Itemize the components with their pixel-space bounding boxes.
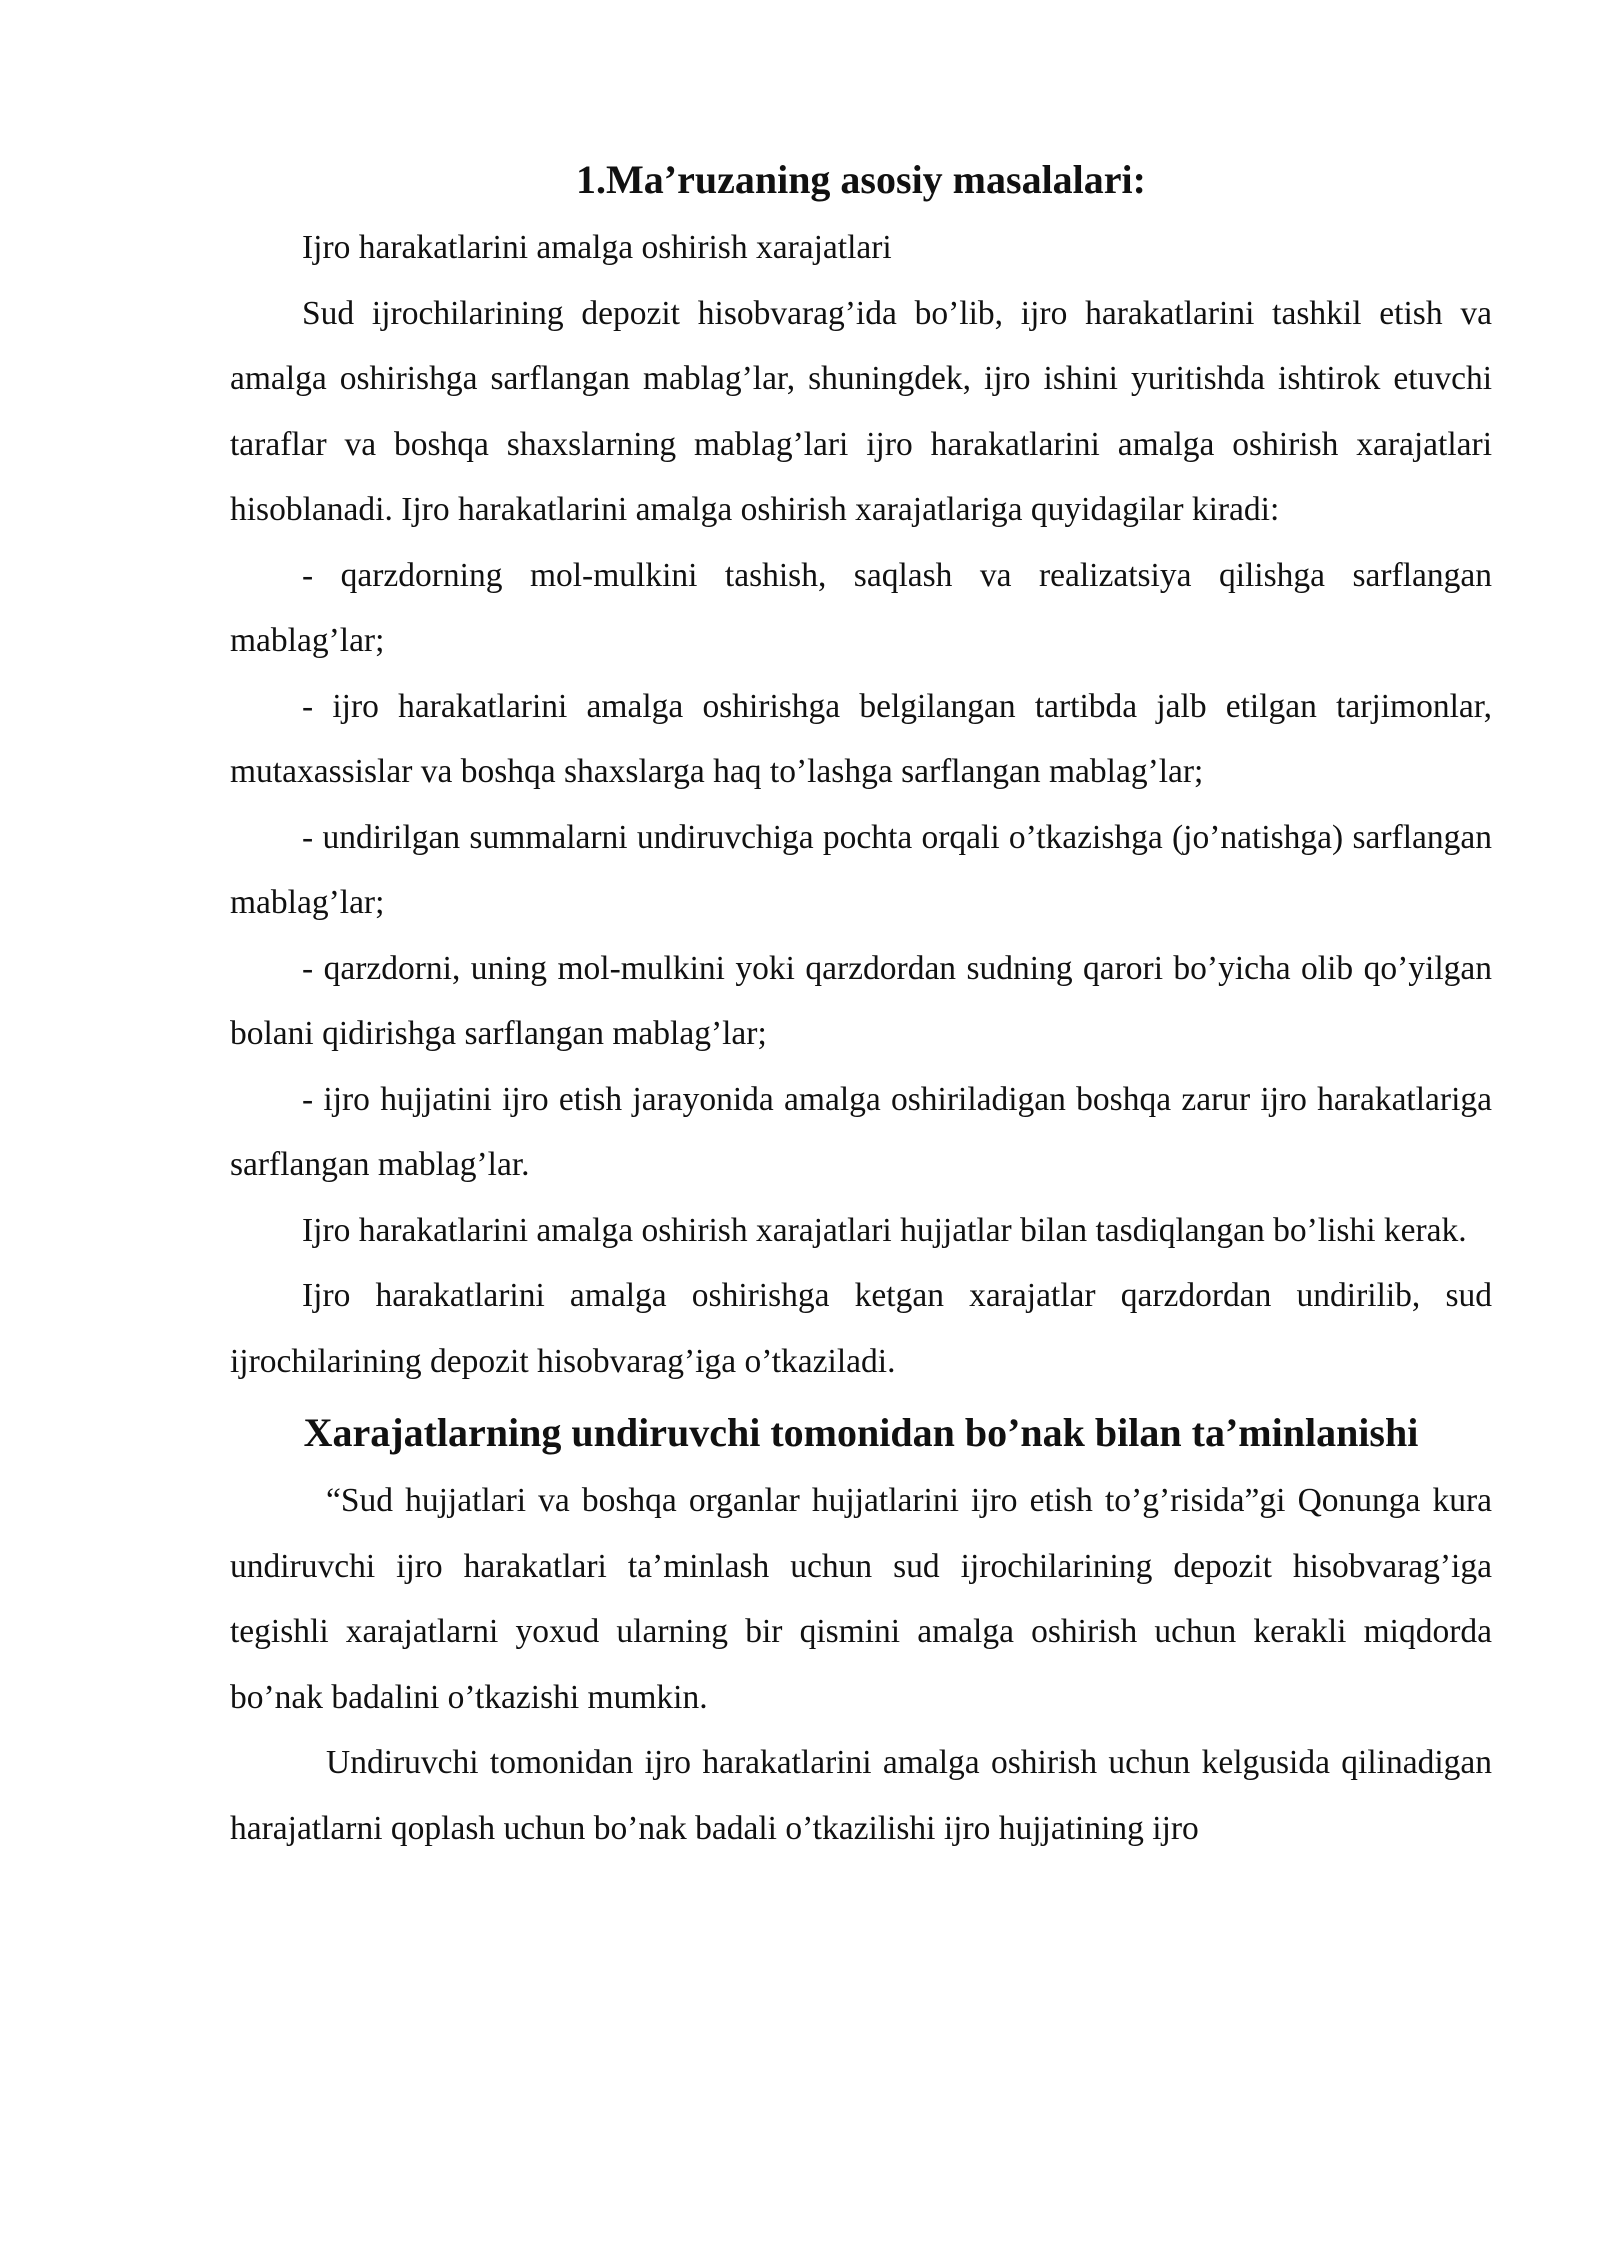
- paragraph: Ijro harakatlarini amalga oshirish xarajatlari: [302, 229, 892, 266]
- paragraph: Ijro harakatlarini amalga oshirishga ketgan xarajatlar qarzdordan undirilib, sud ijrochilarining depozit hisobvarag’iga o’tkaziladi.: [230, 1277, 1492, 1380]
- paragraph: “Sud hujjatlari va boshqa organlar hujjatlarini ijro etish to’g’risida”gi Qonunga kura undiruvchi ijro harakatlari ta’minlash uchun sud ijrochilarining depozit hisobvarag’iga tegishli xarajatlarni yoxud ularning bir qismini amalga oshirish uchun kerakli miqdorda bo’nak badalini o’tkazishi mumkin.: [230, 1482, 1492, 1716]
- page-title: 1.Ma’ruzaning asosiy masalalari:: [576, 157, 1146, 202]
- list-item: - undirilgan summalarni undiruvchiga pochta orqali o’tkazishga (jo’natishga) sarflangan mablag’lar;: [230, 818, 1492, 921]
- list-item: - qarzdorni, uning mol-mulkini yoki qarzdordan sudning qarori bo’yicha olib qo’yilgan bolani qidirishga sarflangan mablag’lar;: [230, 949, 1492, 1052]
- paragraph: Sud ijrochilarining depozit hisobvarag’ida bo’lib, ijro harakatlarini tashkil etish va amalga oshirishga sarflangan mablag’lar, shuningdek, ijro ishini yuritishda ishtirok etuvchi taraflar va boshqa shaxslarning mablag’lari ijro harakatlarini amalga oshirish xarajatlari hisoblanadi. Ijro harakatlarini amalga oshirish xarajatlariga quyidagilar kiradi:: [230, 294, 1492, 528]
- section-subtitle: Xarajatlarning undiruvchi tomonidan bo’nak bilan ta’minlanishi: [303, 1410, 1419, 1455]
- list-item: - ijro harakatlarini amalga oshirishga belgilangan tartibda jalb etilgan tarjimonlar, mutaxassislar va boshqa shaxslarga haq to’lashga sarflangan mablag’lar;: [230, 687, 1492, 790]
- list-item: - ijro hujjatini ijro etish jarayonida amalga oshiriladigan boshqa zarur ijro harakatlariga sarflangan mablag’lar.: [230, 1080, 1492, 1183]
- list-item: - qarzdorning mol-mulkini tashish, saqlash va realizatsiya qilishga sarflangan mablag’lar;: [230, 556, 1492, 659]
- paragraph: Ijro harakatlarini amalga oshirish xarajatlari hujjatlar bilan tasdiqlangan bo’lishi kerak.: [302, 1211, 1467, 1249]
- document-page: [230, 145, 1492, 1861]
- paragraph: Undiruvchi tomonidan ijro harakatlarini amalga oshirish uchun kelgusida qilinadigan harajatlarni qoplash uchun bo’nak badali o’tkazilishi ijro hujjatining ijro: [230, 1744, 1492, 1847]
